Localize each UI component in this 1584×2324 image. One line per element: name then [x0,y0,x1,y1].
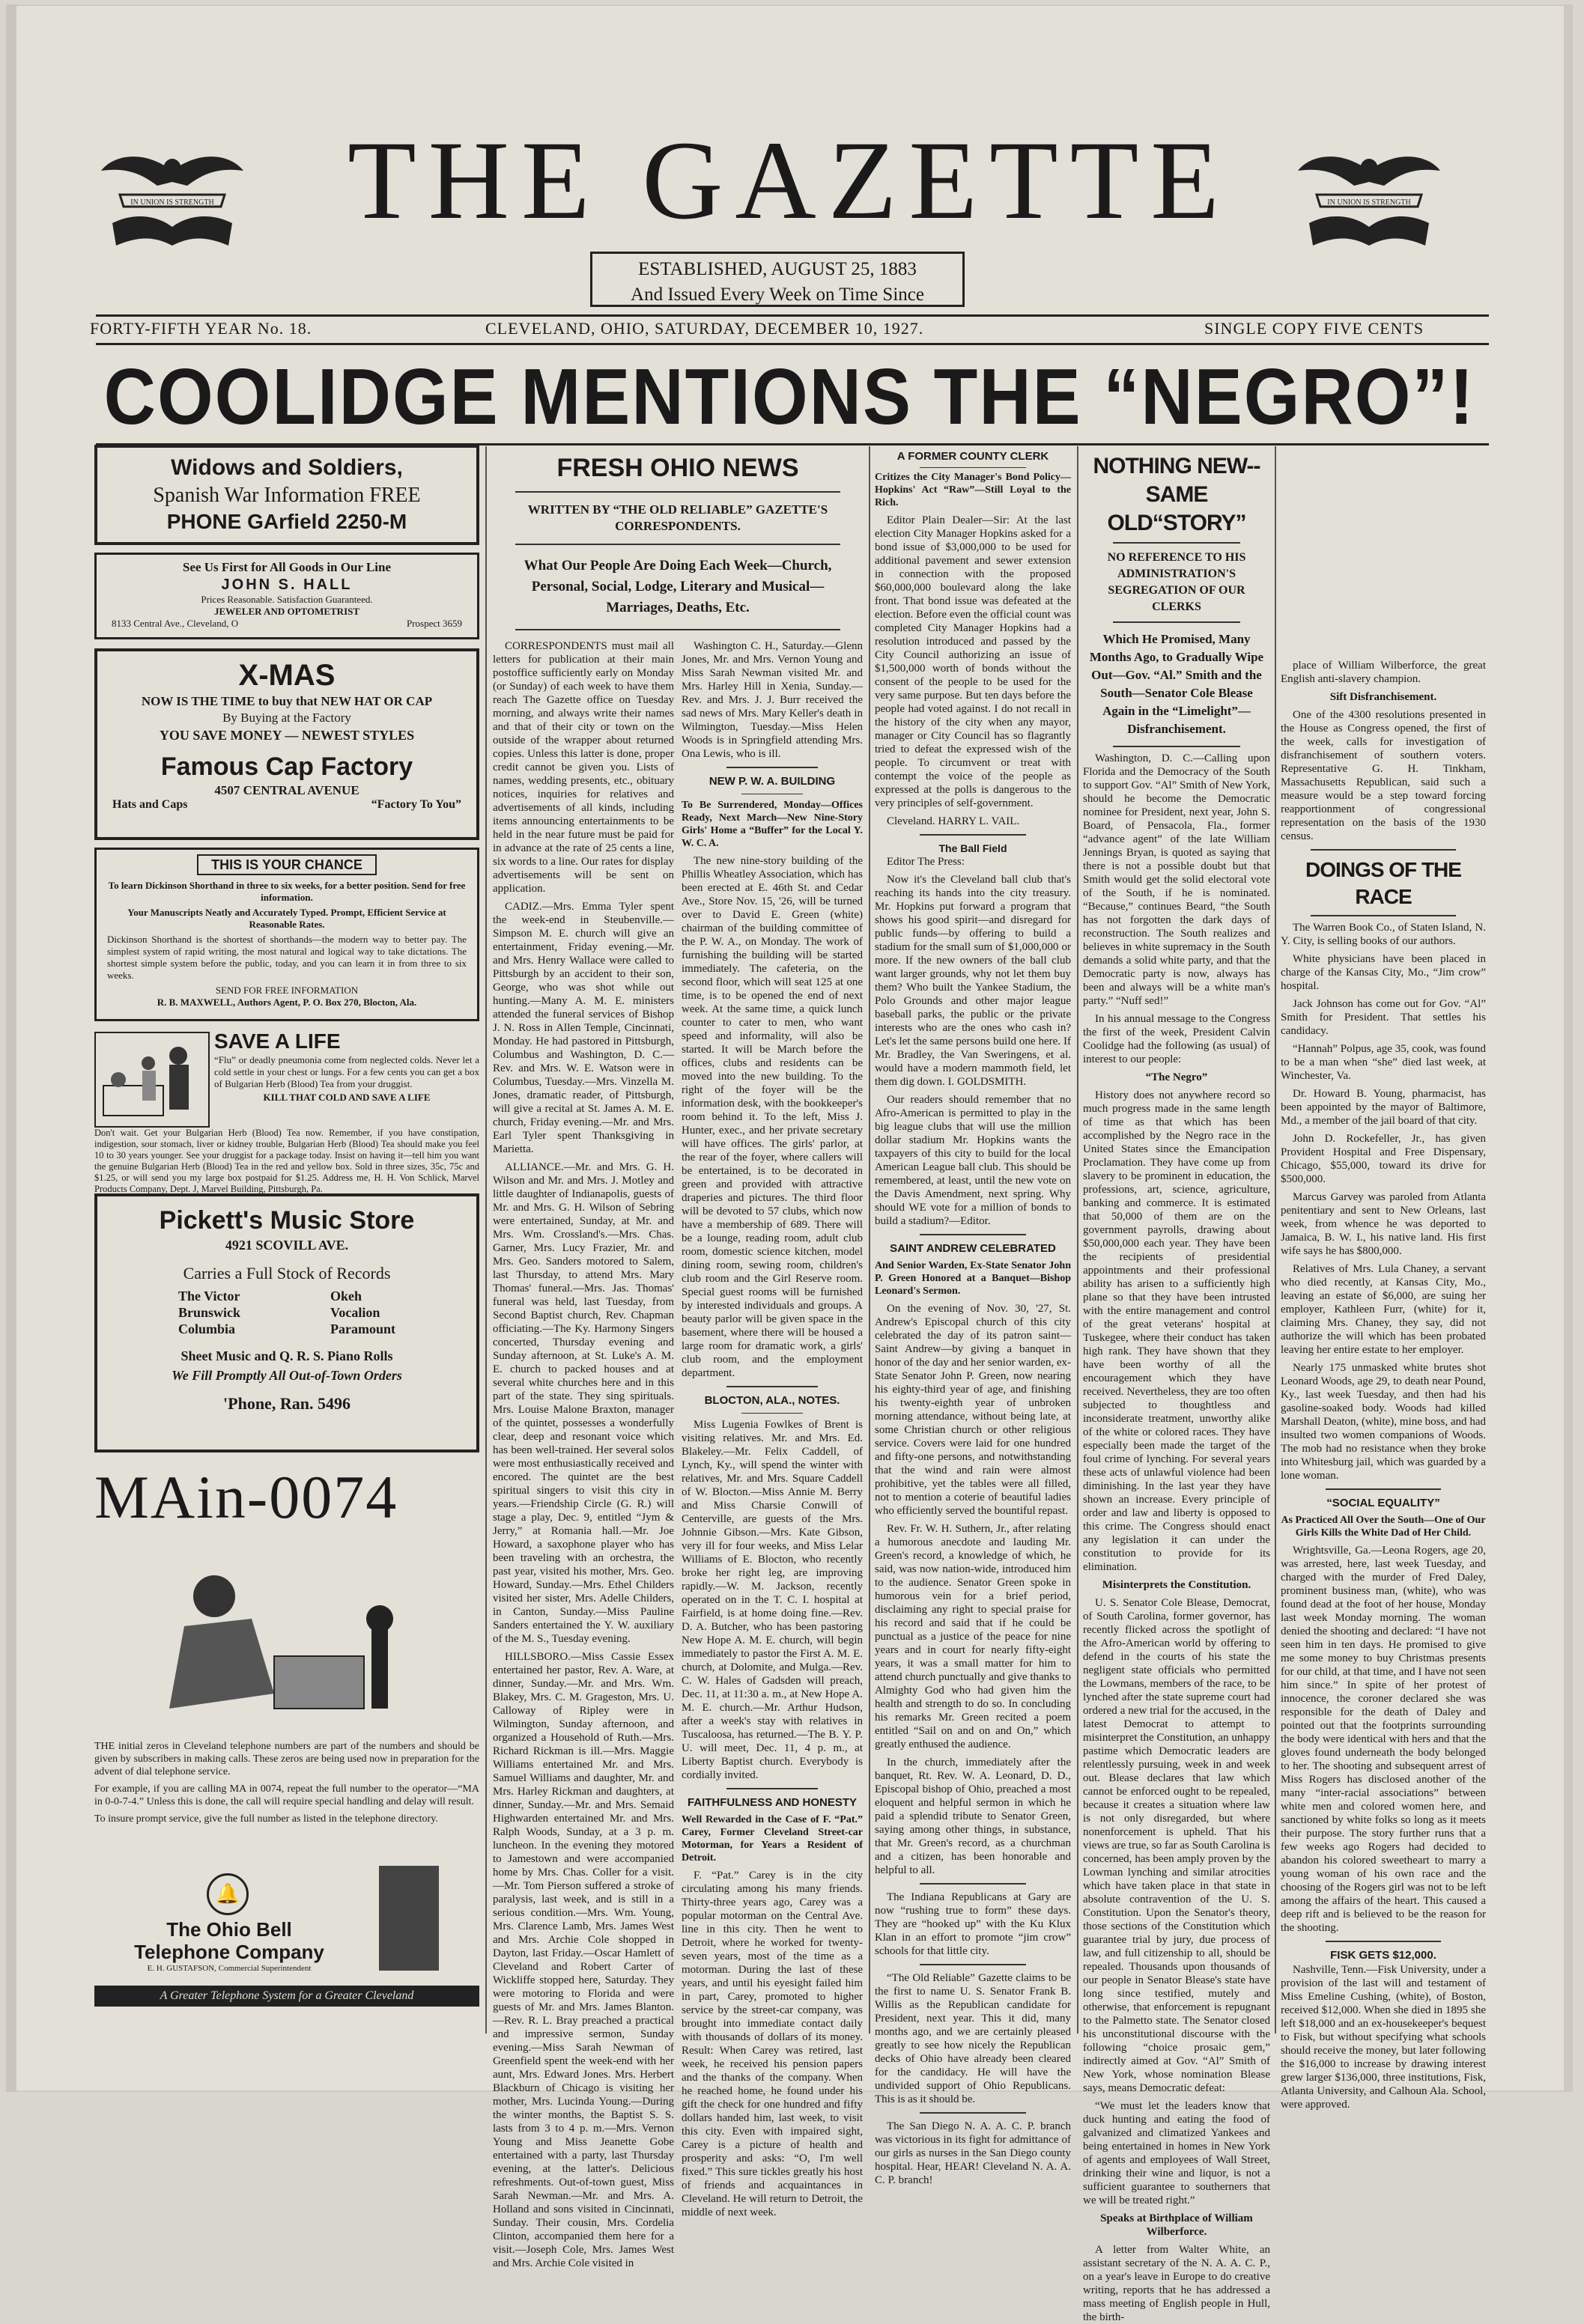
race-top-para: One of the 4300 resolutions presented in the House as Congress opened, the first of the week, calls for investigation of disfranchisement of southern voters. Representative G. H. Tinkham, Massachusetts Republican, said such a measure would be a step toward forcing reapportionment of congressional representation on the basis of the 1930 census. [1281,709,1486,842]
column-rule-1 [485,446,487,2034]
ball-para: Editor The Press: [887,856,965,868]
race-para: John D. Rockefeller, Jr., has given Provident Hospital and Free Dispensary, Chicago, $55,000, toward its drive for $500,000. [1281,1133,1486,1185]
column-doings-of-race [1281,446,1486,2111]
pwa-sub: To Be Surrendered, Monday—Offices Ready, Next March—New Nine-Story Girls' Home a “Buffer” for the Local Y. W. C. A. [682,800,863,849]
ad-pickett-label-columbia: Columbia [177,1321,236,1336]
ad-bell-super: E. H. GUSTAFSON, Commercial Superintendent [147,1964,312,1973]
column-nothing-new [1083,446,1270,2323]
ball-para: Now it's the Cleveland ball club that's reaching its hands into the city treasury. Mr. Hopkins put forward a program that shows his good spirit—and disregard for public funds—by offering to build a stadium for the small sum of $1,000,000 or more. If the new owners of the ball club want larger grounds, why not let them buy them? Who built the Yankee Stadium, the Polo Grounds and other major league baseball parks, the public or the private interests who are the ones who cash in? Let's let the same persons build one here. If Mr. Bradley, the Van Sweringens, et al. would have a modern mammoth field, let them dig down. I. GOLDSMITH. [875,874,1071,1088]
ad-pickett-label-victor: The Victor [177,1289,240,1304]
ad-pickett-label-okeh: Okeh [330,1289,362,1304]
column-rule-3 [1077,446,1078,2034]
ad-hall-line1: See Us First for All Goods in Our Line [182,560,391,574]
ball-para: Our readers should remember that no Afro-American is permitted to play in the big league clubs that will use the million dollar stadium Mr. Hopkins wants the taxpayers of this city to build for the local American League ball club. This should be remembered, at least, until the new vote on the Davis Amendment, next spring. Why should WE vote for a million of bonds to build a stadium?—Editor. [875,1094,1071,1227]
ad-bell-slogan: A Greater Telephone System for a Greater Cleveland [94,1986,479,2007]
blocton-title: BLOCTON, ALA., NOTES. [704,1394,840,1407]
faith-sub: Well Rewarded in the Case of F. “Pat.” Carey, Former Cleveland Street-car Motorman, for Years a Resident of Detroit. [682,1814,863,1864]
faith-para: F. “Pat.” Carey is in the city circulating among his many friends. Thirty-three years ago, Carey was a popular motorman on the Central Ave. line in this city. Then he went to Detroit, where he worked for twenty-seven years, most of the time as a motorman. During the last of these years, and until his eyesight failed him in part, Carey, promoted to higher service by the street-car company, was brought into immediate contact daily with thousands of dollars of its money. Result: When Carey was retired, last week, he received his pension papers and the thanks of the company. When he reached home, he found under his gift the check for one hundred and fifty dollars handed him, last week, to visit this city. Even with impaired sight, Carey is a picture of health and prosperity and asks: “O, I'm well fixed.” This sure tickles greatly his host of friends and acquaintances in Cleveland. He will return to Detroit, the middle of next week. [682,1870,863,2218]
ad-save-a-life [94,1029,479,1194]
ad-xmas-line3: YOU SAVE MONEY — NEWEST STYLES [159,728,415,743]
ad-bell-body [94,1740,479,1825]
ad-xmas-title: X-MAS [238,659,336,692]
blocton-para: Miss Lugenia Fowlkes of Brent is visiting relatives. Mr. and Mrs. Ed. Blakeley.—Mr. Felix Caddell, of Lynch, Ky., will spend the winter with relatives, Mr. and Mrs. Square Caddell of W. Blocton.—Miss Annie M. Berry and Miss Charsie Conwill of Centerville, are guests of the Mrs. Johnnie Gibson.—Mrs. Kate Gibson, very ill for four weeks, and Miss Lelar Williams of E. Blocton, who recently broke her right leg, are improving rapidly.—W. M. Jackson, recently operated on in the T. C. I. hospital at Fairfield, is at home doing fine.—Rev. D. A. Butcher, who has been pastoring New Hope A. M. E. church, will begin immediately to pastor the First A. M. E. church, at Dolomite, and Mulga.—Rev. C. W. Hales of Gadsden will preach, Dec. 11, at 11:30 a. m., at New Hope A. M. E. church.—Mr. Arthur Hudson, after a week's stay with relatives in Tuscaloosa, has returned.—The B. Y. P. U. will meet, Dec. 11, 4 p. m., at Liberty Baptist church. Everybody is cordially invited. [682,1419,863,1781]
coolidge-para: History does not anywhere record so much progress made in the same length of time as that which has been accomplished by the Negro race in the United States since the Emancipation Proclamation. They have come up from slavery to be prominent in education, the professions, art, science, agriculture, banking and commerce. It is estimated that 50,000 of them are on the government payrolls, drawing about $50,000,000 each year. They have been the recipients of presidential appointments and their professional ability has arisen to a sufficiently high plane so that they have been intrusted with the entire management and control of the great veterans' hospital at Tuskegee, where their conduct has taken high rank. They have shown that they have been worthy of all the encouragement which they have received. Nevertheless, they are too often subjected to thoughtless and inconsiderate treatment, unworthy alike of the white or colored races. They have especially been made the target of the foul crime of lynching. For several years these acts of unlawful violence had been diminishing. In the last year they have shown an increase. Every principle of order and law and liberty is opposed to this crime. The Congress should enact any legislation it can under the constitution to provide for its elimination. [1083,1089,1270,1573]
race-top-subhead: Sift Disfranchisement. [1329,691,1437,703]
ad-chance-title: THIS IS YOUR CHANCE [197,854,377,875]
clerk-sub: Critizes the City Manager's Bond Policy—Hopkins' Act “Raw”—Still Loyal to the Rich. [875,472,1071,508]
price: SINGLE COPY FIVE CENTS [1204,319,1424,338]
clerk-para: Cleveland. HARRY L. VAIL. [887,815,1020,827]
coolidge-subhead: Misinterprets the Constitution. [1102,1579,1251,1591]
ad-xmas-address: 4507 CENTRAL AVENUE [214,783,359,797]
ad-chance-line5: R. B. MAXWELL, Authors Agent, P. O. Box 270, Blocton, Ala. [157,997,417,1008]
issued-text: And Issued Every Week on Time Since [631,285,924,305]
eagle-banner-right-text: IN UNION IS STRENGTH [1327,198,1411,207]
race-para: White physicians have been placed in charge of the Kansas City, Mo., “Jim crow” hospital. [1281,953,1486,992]
ad-chance-line4: SEND FOR FREE INFORMATION [215,985,359,996]
naacp-para: The San Diego N. A. A. C. P. branch was victorious in its fight for admittance of our girls as nurses in the San Diego county hospital. Hear, HEAR! Cleveland N. A. A. C. P. branch! [875,2120,1071,2186]
ad-xmas-line2: By Buying at the Factory [222,711,351,725]
news-para: HILLSBORO.—Miss Cassie Essex entertained her pastor, Rev. A. Ware, at dinner, Sunday.—Mr. and Mrs. Wm. Blakey, Mrs. C. M. Grageston, Mrs. U. Calloway of Ripley were in Wilmington, Sunday afternoon, and organized a Household of Ruth.—Mrs. Richard Rickman is ill.—Mrs. Maggie Williams entertained Mr. and Mrs. Samuel Williams and daughter, Mr. and Mrs. Harley Rickman and daughters, at dinner, Sunday.—Mr. and Mrs. Semaid Highwarden entertained Mr. and Mrs. Ralph Woods, Sunday, at a 3 p. m. luncheon. In the evening they motored to Jamestown and were accompanied home by Mrs. Chas. Coller for a visit.—Mr. Tom Pierson suffered a stroke of paralysis, last week, and is still in a serious condition.—Mrs. Wm. Young, Mrs. Clarence Lamb, Mrs. James West and Mrs. Archie Cole shopped in Dayton, last Friday.—Oscar Hamlett of Cleveland and Robert Carter of Wickliffe stopped here, Saturday. They were motoring to Florida and were guests of Mr. and Mrs. James Blanton.—Rev. R. L. Bray preached a practical and impressive sermon, Sunday evening.—Miss Sarah Newman of Greenfield spent the week-end with her aunt, Mrs. Edward Jones. Mrs. Herbert Blackburn of Chicago is visiting her mother, Mrs. Lucinda Young.—During the winter months, the Baptist S. S. lasts from 3 to 4 p. m.—Mrs. Vernon Young and Miss Jeanette Gobe entertained with a party, last Thursday evening, at the latter's. Delicious refreshments. Out-of-town guest, Miss Sarah Newman.—Mr. and Mrs. A. Holland and sons visited in Cincinnati, Sunday. Their cousin, Mrs. Cordelia Clinton, accompanied them here for a visit.—Joseph Cole, Mrs. James West and Mrs. Archie Cole visited in [493,1651,674,2269]
news-para: CORRESPONDENTS must mail all letters for publication at their main postoffice sufficiently early on Monday (or Sunday) of each week to have them reach The Gazette office on Tuesday morning, and always write their names and that of their city or town on the outside of the wrapper about returned copies. Unless this latter is done, proper credit cannot be given you. Lists of names, wedding presents, etc., obituary notices, inquiries for relatives and advertisements of all kinds, including items announcing entertainments to be held in the near future must be paid for in advance at the rate of 25 cents a line, six words to a line. Our rates for display advertisements will be sent on application. [493,640,674,895]
nothing-new-sub2: Which He Promised, Many Months Ago, to Gradually Wipe Out—Gov. “Al.” Smith and the South—Senator Cole Blease Again in the “Limelight”—Disfranchisement. [1089,632,1264,736]
bell-icon: 🔔 [207,1873,249,1915]
dateline-rule-top [96,314,1489,317]
ad-chance-line1: To learn Dickinson Shorthand in three to six weeks, for a better position. Send for free information. [108,880,466,903]
ad-bell-company2: Telephone Company [134,1941,324,1963]
clerk-para: Editor Plain Dealer—Sir: At the last election City Manager Hopkins asked for a bond issue of $3,000,000 to be used for additional pavement and sewer extension in connection with the proposed $60,000,000 boulevard along the lake front. That bond issue was defeated at the election. Before even the official count was completed City Manager Hopkins had a resolution introduced and passed by the City Council authorizing an issue of $1,500,000 worth of bonds without the consent of the people to be used for the very same purpose. But ten days before the people had voted against. I do not recall in the history of the city when any mayor, manager or City Council has so flagrantly tried to defeat the expressed wish of the people. To circumvent or treat with contempt the voice of the people as expressed at the polls is dangerous to the very principles of self-government. [875,514,1071,809]
ball-title: The Ball Field [938,842,1007,854]
ad-hall-line4: JEWELER AND OPTOMETRIST [213,606,360,617]
ad-chance-line3: Dickinson Shorthand is the shortest of shorthands—the modern way to better pay. The simplest system of rapid writing, the most natural and logical way to take dictations. The shortest simple system before the public, today, and you can learn it in from three to six weeks. [107,934,467,981]
indiana-para: The Indiana Republicans at Gary are now “rushing true to form” these days. They are “hooked up” with the Ku Klux Klan in an effort to promote “jim crow” schools for that little city. [875,1891,1071,1957]
ad-hall-address: 8133 Central Ave., Cleveland, O [112,618,239,629]
race-para: “Hannah” Polpus, age 35, cook, was found to be a man when “she” died last week, at Winchester, Va. [1281,1043,1486,1082]
ad-savelife-title: SAVE A LIFE [214,1029,341,1053]
ad-bell-body3: To insure prompt service, give the full number as listed in the telephone directory. [94,1813,438,1825]
equality-para: Wrightsville, Ga.—Leona Rogers, age 20, was arrested, here, last week Tuesday, and charged with the murder of Fred Daley, prominent business man, (white), who was found dead at the foot of her house, Monday last week Monday morning. The woman denied the shooting and declared: “I have not seen him in ten days. He promised to give me some money to buy Christmas presents for our child, at that time, and I have not seen him since.” In spite of her protest of innocence, the coroner declared she was responsible for the death of Daley and pointed out that the footprints surrounding the body were identical with hers and that the gloves found underneath the body belonged to her. The shooting and subsequent arrest of Miss Rogers has disclosed another of the many “inter-racial associations” between white men and colored women here, and sanctioned by white folks so long as it meets their purpose. The story further runs that a few weeks ago Rogers had decided to abandon his colored sweetheart to marry a young woman of his own race and the choosing of the Rogers girl was not to be left among the affairs of the heart. This caused a deep rift and is believed to be the reason for the shooting. [1281,1545,1486,1934]
ad-john-hall [94,553,479,639]
established-text: ESTABLISHED, AUGUST 25, 1883 [638,259,917,279]
ad-ohio-bell [94,1461,479,2016]
ad-hall-phone: Prospect 3659 [406,618,462,629]
ad-savelife-kill: KILL THAT COLD AND SAVE A LIFE [263,1092,431,1103]
andrew-title: SAINT ANDREW CELEBRATED [890,1242,1056,1255]
equality-title: “SOCIAL EQUALITY” [1326,1497,1440,1509]
andrew-para: Rev. Fr. W. H. Suthern, Jr., after relating a humorous anecdote and lauding Mr. Green's record, a knowledge of which, he said, was now nation-wide, introduced him to the audience. Senator Green spoke in humorous vein for a brief period, disclaiming any right to special praise for his record and said that if he could be punctual as a justice of the peace for nine years and in court for nearly fifty-eight years, it was a small matter for him to attend church punctually and give thanks to Almighty God who had given him the health and strength to do so. In concluding his remarks Mr. Green recited a poem entitled “Sail on and on and On,” which greatly enthused the audience. [875,1523,1071,1750]
fisk-para: Nashville, Tenn.—Fisk University, under a provision of the last will and testament of Miss Emeline Cushing, (white), of Boston, received $12,000. When she died in 1895 she left $18,000 and an ex-housekeeper's bequest to Fisk, but without specifying what schools should receive the money, but later following the $16,000 to increase by drawing interest grew larger $136,000, three institutions, Fisk, Atlanta University, and Calhoun Ala. School, were approved. [1281,1964,1486,2111]
fresh-ohio-sub1: WRITTEN BY “THE OLD RELIABLE” GAZETTE'S CORRESPONDENTS. [527,502,828,533]
race-para: The Warren Book Co., of Staten Island, N. Y. City, is selling books of our authors. [1281,922,1486,947]
andrew-para: On the evening of Nov. 30, '27, St. Andrew's Episcopal church of this city celebrated the day of its patron saint—Saint Andrew—by giving a banquet in honor of the day and her senior warden, ex-State Senator John P. Green, now nearing his eighty-third year of age, and finishing his twenty-eighth year of unbroken morning attendance, without being late, at some Christian church or other religious service. Covers were laid for one hundred and fifty-one persons, and notwithstanding that the wind and rain were almost prohibitive, yet the tables were all filled, not to mention a coterie of beautiful ladies who efficiently served the bountiful repast. [875,1303,1071,1517]
race-top-para: place of William Wilberforce, the great English anti-slavery champion. [1281,660,1486,685]
coolidge-subhead: Speaks at Birthplace of William Wilberforce. [1100,2212,1253,2238]
race-title: DOINGS OF THE RACE [1305,858,1461,908]
ad-savelife-illustration [94,1032,210,1128]
fresh-ohio-left-column [493,639,674,2275]
ad-savelife-intro: “Flu” or deadly pneumonia come from neglected colds. Never let a cold settle in your chest or lungs. For a few cents you can get a box of Bulgarian Herb (Blood) Tea from your druggist. [214,1054,479,1089]
coolidge-para: Washington, D. C.—Calling upon Florida and the Democracy of the South to support Gov. “Al” Smith of New York, should he become the Democratic nominee for President, next year, John S. Board, of Pensacola, Fla., former “advance agent” of the late William Jennings Bryan, is quoted as saying that there is not a possible doubt but that Smith would get the solid electoral vote of the South, if he is nominated. “Because,” continues Beard, “the South has not forgotten the dark days of reconstruction. The South realizes and believes in white supremacy in the South demands a solid white party, and that the Democratic party is now, always has been and always will be a white man's party.” “Nuff sed!” [1083,752,1270,1007]
main-headline: COOLIDGE MENTIONS THE “NEGRO”! [103,353,1475,442]
ad-bell-building [379,1866,439,1971]
ad-xmas-right: “Factory To You” [371,798,461,811]
race-para: Relatives of Mrs. Lula Chaney, a servant who died recently, at Kansas City, Mo., leaving an estate of $6,000, are suing her employer, Kathleen Furr, (white) for it, claiming Mrs. Chaney, they say, did not authorize the will which has been probated leaving her entire estate to her employer. [1281,1263,1486,1356]
ad-hall-line3: Prices Reasonable. Satisfaction Guaranteed. [201,594,373,605]
ad-pickett-line3: We Fill Promptly All Out-of-Town Orders [172,1368,402,1383]
ad-hall-name: JOHN S. HALL [221,577,353,593]
established-box [590,252,965,307]
andrew-para: In the church, immediately after the banquet, Rt. Rev. W. A. Leonard, D. D., Episcopal bishop of Ohio, preached a most eloquent and helpful sermon in which he paid a splendid tribute to Senator Green, saying among other things, in substance, that Mr. Green's record, as a churchman and a citizen, has been honorable and helpful to all. [875,1756,1071,1876]
ad-your-chance [94,848,479,1021]
news-para: CADIZ.—Mrs. Emma Tyler spent the week-end in Steubenville.—Simpson M. E. church will give an entertainment, Friday evening.—Mr. and Mrs. Henry Wallace were called to Pittsburgh by an accident to their son, George, who was shot while out hunting.—Many A. M. E. ministers attended the funeral services of Bishop J. N. Ross in Allen Temple, Cincinnati, Monday. He had pastored in Pittsburgh, Columbus and Washington, D. C.—Rev. and Mrs. W. E. Watson were in Columbus, Tuesday.—Mrs. Vinzella M. Jones, dramatic reader, of Pittsburgh, will give a recital at St. James A. M. E. church, Friday evening.—Mr. and Mrs. Earl Tyler spent Thanksgiving in Marietta. [493,901,674,1155]
ad-chance-line2: Your Manuscripts Neatly and Accurately Typed. Prompt, Efficient Service at Reasonable Rates. [127,907,446,930]
column-rule-4 [1275,446,1276,2034]
coolidge-para: In his annual message to the Congress the first of the week, President Calvin Coolidge had the following (as usual) of interest to our people: [1083,1013,1270,1065]
ad-widows-line1: Widows and Soldiers, [171,455,403,480]
ad-bell-body2: For example, if you are calling MA in 0074, repeat the full number to the operator—“MA in 0-0-7-4.” Unless this is done, the call will require special handling and delay will result. [94,1783,479,1807]
ad-bell-body1: THE initial zeros in Cleveland telephone numbers are part of the numbers and should be given by subscribers in making calls. These zeros are being used now in preparation for the advent of dial telephone service. [94,1741,479,1777]
nothing-new-sub1: NO REFERENCE TO HIS ADMINISTRATION'S SEGREGATION OF OUR CLERKS [1107,551,1246,613]
page-edge-left [6,4,16,2092]
ad-pickett-line1: Carries a Full Stock of Records [183,1264,391,1283]
clerk-title: A FORMER COUNTY CLERK [896,450,1049,463]
ad-bell-number: MAin-0074 [94,1463,398,1531]
ad-pickett-address: 4921 SCOVILL AVE. [225,1238,349,1253]
ad-picketts-music [94,1193,479,1452]
place-date: CLEVELAND, OHIO, SATURDAY, DECEMBER 10, 1927. [485,319,924,338]
page-edge-right [1564,4,1573,2092]
pwa-para: The new nine-story building of the Phillis Wheatley Association, which has been erected at E. 46th St. and Cedar Ave., Store Nov. 15, '26, will be turned over to David E. Green (white) chairman of the building committee of the P. W. A., on Monday. The work of furnishing the building will be started immediately. The cafeteria, on the second floor, which will seat 125 at one time, is to be opened the end of next week. At the same time, a quick lunch counter to cater to men, who want speed and informality, will also be started. It will be March before the offices, clubs and residents can be moved into the new building. To the right of the foyer will be the information desk, with the bookkeeper's room behind it. To the left, Miss J. Hunter, exec., and her private secretary will have offices. The girls' parlor, at the rear of the foyer, where callers will be entertained, is to be decorated in green and provided with attractive draperies and pictures. The third floor will be devoted to 57 clubs, which now have a membership of 689. There will be a lounge, reading room, adult club room, domestic science kitchen, model dining room, sewing room, children's club room and the Girl Reserve room. Special guest rooms will be furnished by interested individuals and groups. A beauty parlor will be given space in the basement, where there will be housed a large room for dramatic work, a girls' club room, and the employment department. [682,855,863,1379]
reliable-para: “The Old Reliable” Gazette claims to be the first to name U. S. Senator Frank B. Willis as the Republican candidate for President, next year. This it did, many months ago, and we are certainly pleased greatly to see how nicely the Republican decks of Ohio have already been cleared for the candidacy. He will have the undivided support of Ohio Republicans. This is as it should be. [875,1972,1071,2105]
fresh-ohio-right-column [682,639,863,2275]
coolidge-para: A letter from Walter White, an assistant secretary of the N. A. A. C. P., on a year's leave in Europe to do creative writing, reports that he has addressed a mass meeting of English people in Hull, the birth- [1083,2244,1270,2323]
fresh-ohio-sub2: What Our People Are Doing Each Week—Church, Personal, Social, Lodge, Literary and Musical—Marriages, Deaths, Etc. [524,558,832,615]
dateline-rule-bottom [96,343,1489,345]
ad-widows-line3: PHONE GArfield 2250-M [166,510,407,533]
coolidge-para: U. S. Senator Cole Blease, Democrat, of South Carolina, former governor, has recently flicked across the spotlight of the Afro-American world by offering to defend in the courts of his state the negligent state officials who permitted the Lowmans, members of the race, to be lynched after the state supreme court had ordered a new trial for the accused, in the latest Democrat to attempt to misinterpret the Constitution, an unhappy pastime which Democratic leaders are relentlessly pursuing, week in and week out. Blease declares that law which cannot be enforced ought to be repealed, because it creates a situation where law is not only disregarded, but where nonenforcement is upheld. That his views are true, so far as South Carolina is concerned, has been amply proven by the Lowman lynching and similar atrocities which have taken place in that state in absolute contravention of the U. S. Constitution. Upon the Senator's theory, those sections of the Constitution which guarantee trial by jury, due process of law, and full citizenship to all, should be repealed. Thousands upon thousands of our people in Senator Blease's state have long since testified, mutely and otherwise, that enforcement is repugnant to the Palmetto state. The Senator closed his unconstitutional discourse with the following “choice prosaic gem,” indirectly aimed at Gov. “Al” Smith of New York, whose nomination Blease says, means Democratic defeat: [1083,1597,1270,2094]
race-para: Marcus Garvey was paroled from Atlanta penitentiary and sent to New Orleans, last week, from whence he was deported to Jamaica, B. W. I., his native land. His first wife says he has $800,000. [1281,1191,1486,1257]
coolidge-subhead: “The Negro” [1145,1071,1208,1083]
news-para: ALLIANCE.—Mr. and Mrs. G. H. Wilson and Mr. and Mrs. J. Motley and little daughter of Indianapolis, guests of Mr. and Mrs. G. H. Wilson of Sebring were entertained, Sunday, at Mr. and Mrs. Wm. Crossland's.—Mrs. Chas. Garner, Mrs. Lucy Frazier, Mr. and Mrs. Geo. Sanders motored to Salem, last Thursday, to attend Mrs. Mary Thomas' funeral.—Mrs. Jas. Thomas' funeral was held, last Tuesday, from Second Baptist church, Rev. Chapman officiating.—The Ky. Harmony Singers concerted, Thursday evening and Sunday afternoon, at St. Luke's A. M. E. church to packed houses and at several white churches here and in this part of the state. They sing spirituals. Mrs. Louise Malone Braxton, manager of the quintet, possesses a wonderfully clear, deep and resonant voice which has been well-trained. Her several solos were most enthusiastically received and encored. The quintet are the best spiritual singers to visit this city in years.—Friendship Circle (G. R.) will stage a play, Dec. 9, entitled “Jym & Jerry,” at Romania hall.—Mr. Joe Howard, a saxophone player who has been traveling with an orchestra, the past year, visited his mother, Mrs. Geo. Howard, Sunday.—Mrs. Ethel Childers visited her sister, Mrs. Adelle Childers, in Canton, Sunday.—Miss Pauline Sanders entertained the Y. W. auxiliary of the M. S., Tuesday evening. [493,1161,674,1645]
year-number: FORTY-FIFTH YEAR No. 18. [90,319,312,338]
pwa-title: NEW P. W. A. BUILDING [708,775,836,788]
ad-pickett-line2: Sheet Music and Q. R. S. Piano Rolls [180,1348,393,1363]
ad-savelife-body: Don't wait. Get your Bulgarian Herb (Blood) Tea now. Remember, if you have constipation, indigestion, sour stomach, liver or kidney trouble, Bulgarian Herb (Blood) Tea should make you feel 10 to 30 years younger. See your druggist for a package today. Insist on having it—tell him you want the genuine Bulgarian Herb (Blood) Tea in the red and yellow box. Sold in three sizes, 35c, 75c and $1.25, or will send you my large box postpaid for $1.25. Address me, H. H. Von Schlick, Marvel Products Company, Dept. J, Marvel Building, Pittsburgh, Pa. [94,1128,479,1194]
column-fresh-ohio-news [493,446,863,2269]
ad-xmas-line1: NOW IS THE TIME to buy that NEW HAT OR CAP [141,694,433,708]
news-para: Washington C. H., Saturday.—Glenn Jones, Mr. and Mrs. Vernon Young and Miss Sarah Newman visited Mr. and Mrs. Harley Hill in Xenia, Sunday.—Rev. and Mrs. J. J. Burr received the sad news of Mrs. Mary Keller's death in Wilmington, Tuesday.—Miss Helen Woods is in Springfield attending Mrs. Ona Lewis, who is ill. [682,640,863,760]
nothing-new-title: NOTHING NEW--SAME OLD“STORY” [1093,454,1260,535]
eagle-banner-left-text: IN UNION IS STRENGTH [130,198,214,207]
fisk-title: FISK GETS $12,000. [1330,1949,1436,1962]
ad-bell-illustration [102,1544,476,1731]
coolidge-para: “We must let the leaders know that duck hunting and eating the food of galvanized and climatized Yankees and being entertained in homes in New York of agents and employees of Wall Street, drinking their wine and liquor, is not a sufficient guarantee to southerners that we will be treated right.” [1083,2100,1270,2206]
ad-xmas-left: Hats and Caps [112,798,188,811]
fresh-ohio-title: FRESH OHIO NEWS [556,454,799,482]
ad-bell-company1: The Ohio Bell [166,1918,292,1941]
race-para: Nearly 175 unmasked white brutes shot Leonard Woods, age 29, to death near Pound, Ky., last week Tuesday, and then had his gasoline-soaked body. Woods had killed Marshall Deaton, (white), mine boss, and had insulted two women companions of Woods. The mob had no resistance when they broke into Whitesburg jail, which was guarded by a lone woman. [1281,1362,1486,1482]
faith-title: FAITHFULNESS AND HONESTY [687,1796,858,1809]
newspaper-title: THE GAZETTE [348,118,1231,243]
ad-pickett-label-brunswick: Brunswick [177,1305,241,1320]
ad-widows-line2: Spanish War Information FREE [153,484,421,507]
column-letters [875,446,1071,2186]
newspaper-page [6,4,1573,2323]
race-para: Dr. Howard B. Young, pharmacist, has been appointed by the mayor of Baltimore, Md., a member of the jail board of that city. [1281,1088,1486,1127]
ad-pickett-name: Pickett's Music Store [159,1206,415,1235]
ad-xmas-name: Famous Cap Factory [160,752,413,781]
ad-pickett-label-paramount: Paramount [330,1321,396,1336]
race-para: Jack Johnson has come out for Gov. “Al” Smith for President. That settles his candidacy. [1281,998,1486,1037]
ad-xmas-cap-factory [94,648,479,840]
ad-pickett-label-vocalion: Vocalion [330,1305,380,1320]
column-rule-2 [869,446,870,2034]
ad-pickett-phone: 'Phone, Ran. 5496 [223,1394,351,1413]
ad-widows-soldiers [94,445,479,545]
equality-sub: As Practiced All Over the South—One of Our Girls Kills the White Dad of Her Child. [1281,1515,1486,1539]
andrew-sub: And Senior Warden, Ex-State Senator John P. Green Honored at a Banquet—Bishop Leonard's Sermon. [875,1260,1071,1297]
